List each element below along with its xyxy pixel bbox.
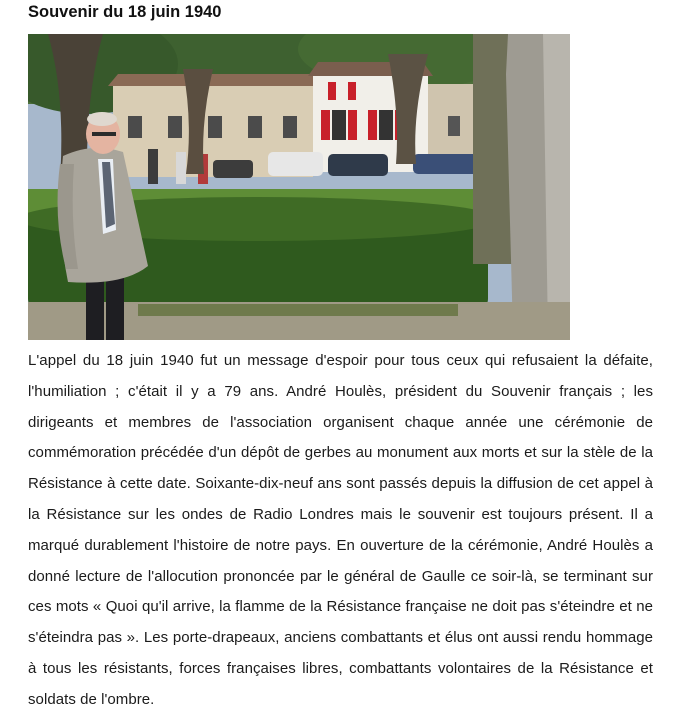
article-body: L'appel du 18 juin 1940 fut un message d'espoir pour tous ceux qui refusaient la défaite, l'humiliation ; c'était il y a 79 ans. André Houlès, président du Souvenir français ; les dirigeants et membres de l'association organisent chaque année une cérémonie de commémoration précédée d'un dépôt de gerbes au monument aux morts et sur la stèle de la Résistance à cette date. Soixante-dix-neuf ans sont passés depuis la diffusion de cet appel à la Résistance sur les ondes de Radio Londres mais le souvenir est toujours présent. Il a marqué durablement l'histoire de notre pays. En ouverture de la cérémonie, André Houlès a donné lecture de l'allocution prononcée par le général de Gaulle ce soir-là, se terminant sur ces mots « Quoi qu'il arrive, la flamme de la Résistance française ne doit pas s'éteindre et ne s'éteindra pas ». Les porte-drapeaux, anciens combattants et élus ont aussi rendu hommage à tous les résistants, forces françaises libres, combattants volontaires de la Résistance et soldats de l'ombre.	[28, 352, 653, 708]
article-title: Souvenir du 18 juin 1940	[28, 3, 222, 21]
article-photo	[28, 34, 570, 340]
